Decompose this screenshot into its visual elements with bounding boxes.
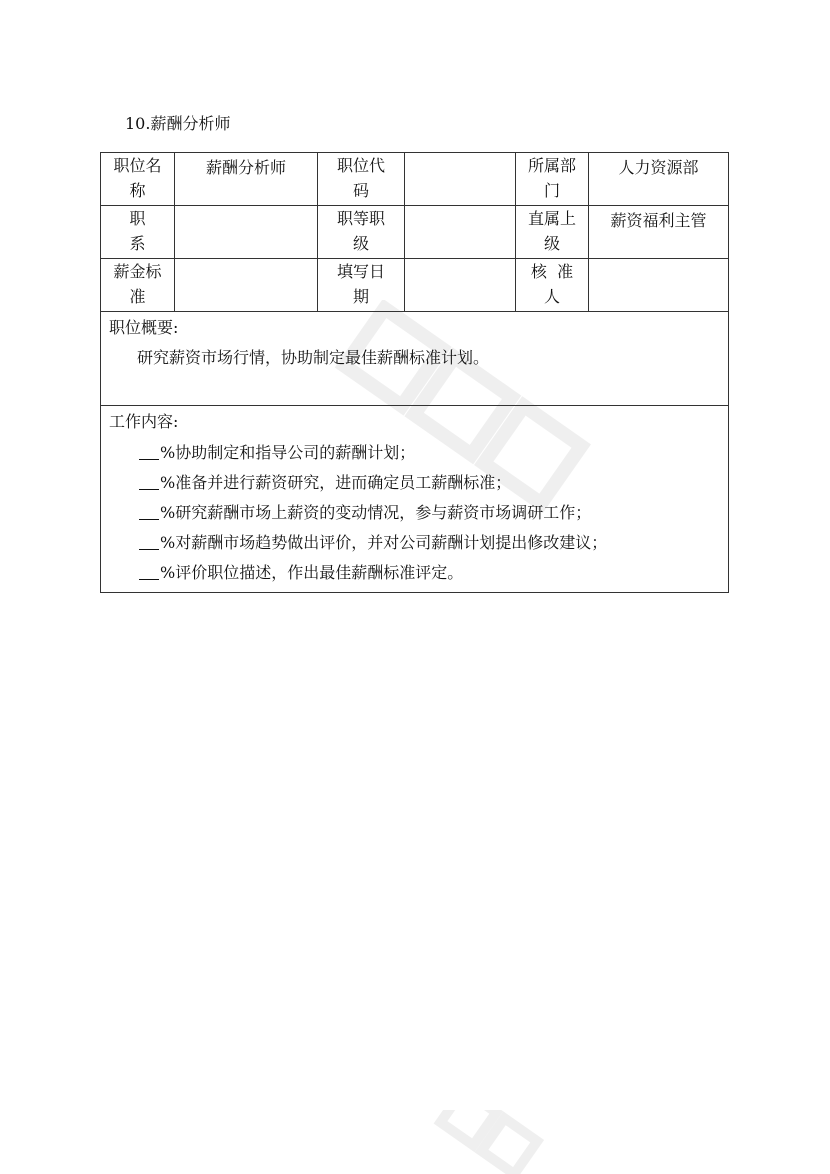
job-family-label: 职 系 xyxy=(101,206,175,259)
duties-list xyxy=(109,438,720,588)
table-row xyxy=(101,259,729,312)
position-name-label: 职位名 称 xyxy=(101,153,175,206)
duties-section xyxy=(101,406,729,593)
list-item: %协助制定和指导公司的薪酬计划； xyxy=(139,438,720,468)
position-name-value: 薪酬分析师 xyxy=(175,153,318,206)
percent-blank xyxy=(139,443,159,460)
list-item: %准备并进行薪资研究，进而确定员工薪酬标准； xyxy=(139,468,720,498)
approver-value xyxy=(589,259,729,312)
duties-row xyxy=(101,406,729,593)
job-family-value xyxy=(175,206,318,259)
percent-blank xyxy=(139,563,159,580)
fill-date-value xyxy=(405,259,516,312)
department-label: 所属部 门 xyxy=(516,153,589,206)
grade-level-label: 职等职 级 xyxy=(318,206,405,259)
table-row xyxy=(101,206,729,259)
overview-text: 研究薪资市场行情，协助制定最佳薪酬标准计划。 xyxy=(137,348,490,367)
approver-label: 核 准 人 xyxy=(516,259,589,312)
percent-blank xyxy=(139,533,159,550)
department-value: 人力资源部 xyxy=(589,153,729,206)
section-heading: 10.薪酬分析师 xyxy=(125,114,231,133)
overview-section xyxy=(101,312,729,406)
list-item: %对薪酬市场趋势做出评价，并对公司薪酬计划提出修改建议； xyxy=(139,528,720,558)
salary-standard-value xyxy=(175,259,318,312)
percent-blank xyxy=(139,473,159,490)
fill-date-label: 填写日 期 xyxy=(318,259,405,312)
overview-title: 职位概要: xyxy=(109,318,179,337)
duties-title: 工作内容: xyxy=(109,412,179,431)
table-row xyxy=(101,153,729,206)
position-info-table xyxy=(100,152,729,593)
direct-supervisor-value: 薪资福利主管 xyxy=(589,206,729,259)
list-item: %评价职位描述，作出最佳薪酬标准评定。 xyxy=(139,558,720,588)
percent-blank xyxy=(139,503,159,520)
grade-level-value xyxy=(405,206,516,259)
list-item: %研究薪酬市场上薪资的变动情况，参与薪资市场调研工作； xyxy=(139,498,720,528)
salary-standard-label: 薪金标 准 xyxy=(101,259,175,312)
watermark-graphic-bottom xyxy=(420,1110,580,1174)
position-code-value xyxy=(405,153,516,206)
direct-supervisor-label: 直属上 级 xyxy=(516,206,589,259)
position-code-label: 职位代 码 xyxy=(318,153,405,206)
overview-row xyxy=(101,312,729,406)
